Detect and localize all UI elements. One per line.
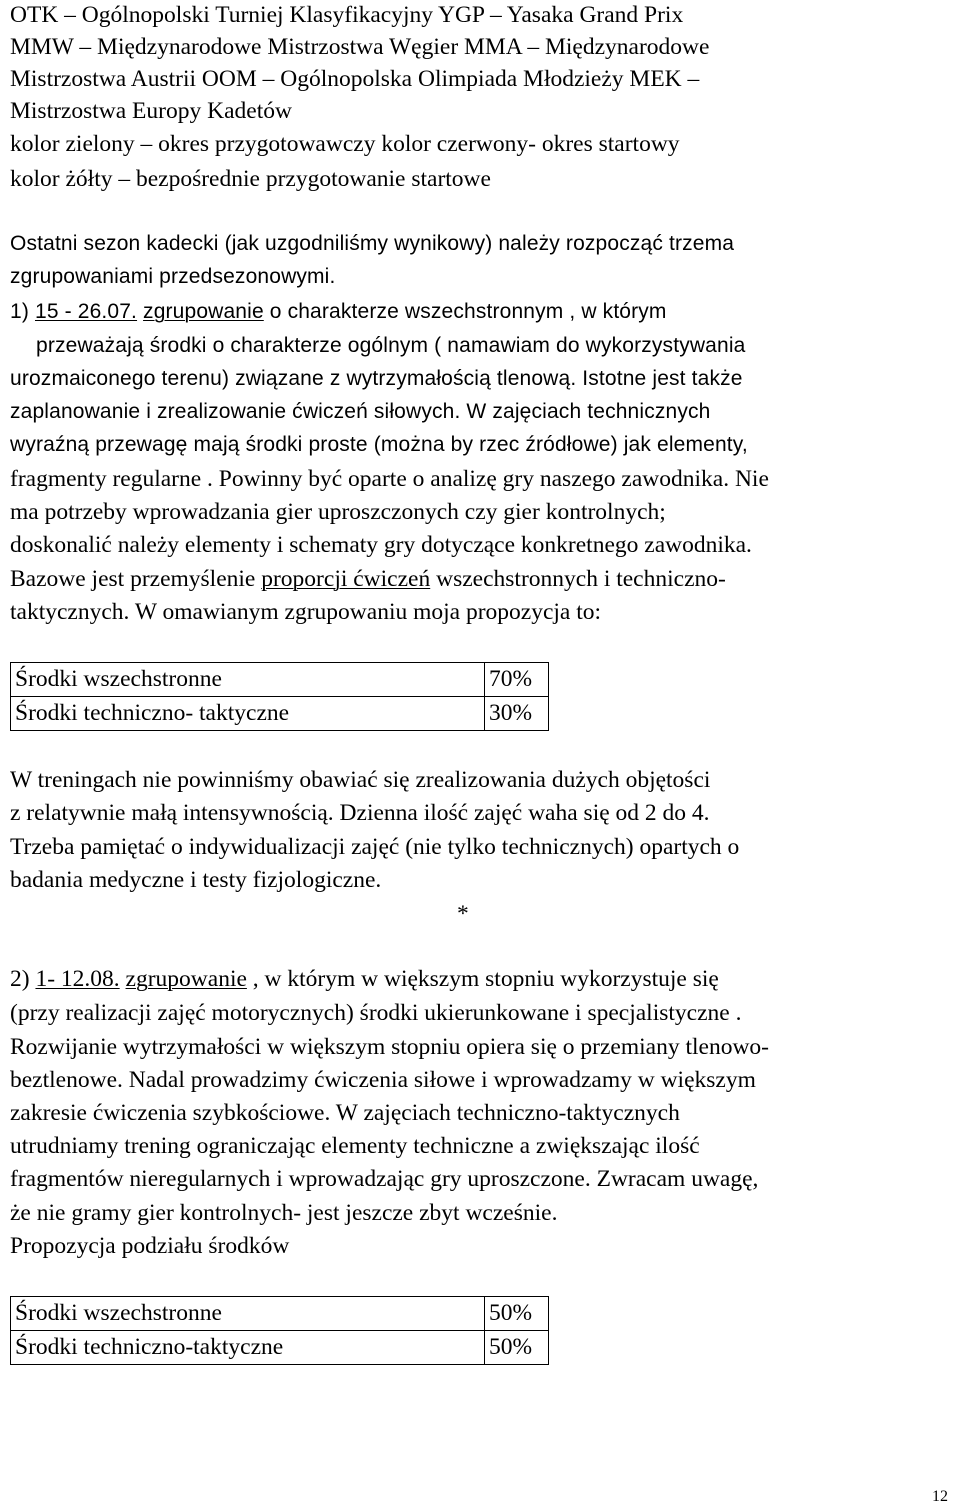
- legend-line: MMW – Międzynarodowe Mistrzostwa Węgier MMA – Międzynarodowe: [10, 34, 710, 60]
- table-cell-label: Środki techniczno-taktyczne: [11, 1331, 485, 1365]
- camp2-label: zgrupowanie: [125, 966, 247, 992]
- table-row: [11, 1297, 549, 1331]
- legend-line: OTK – Ogólnopolski Turniej Klasyfikacyjny YGP – Yasaka Grand Prix: [10, 2, 684, 28]
- legend-line: Mistrzostwa Austrii OOM – Ogólnopolska Olimpiada Młodzieży MEK –: [10, 66, 700, 92]
- camp1-line: urozmaiconego terenu) związane z wytrzymałością tlenową. Istotne jest także: [10, 367, 743, 390]
- camp2-proposal-heading: Propozycja podziału środków: [10, 1233, 290, 1259]
- camp1-line: doskonalić należy elementy i schematy gry dotyczące konkretnego zawodnika.: [10, 532, 752, 558]
- table-row: [11, 1331, 549, 1365]
- camp1-dates: 15 - 26.07.: [34, 300, 138, 323]
- table-cell-value: 70%: [485, 663, 549, 697]
- legend-color-line: kolor żółty – bezpośrednie przygotowanie startowe: [10, 166, 491, 192]
- camp1-line: wyraźną przewagę mają środki proste (można by rzec źródłowe) jak elementy,: [10, 433, 748, 456]
- camp2-line: utrudniamy trening ograniczając elementy techniczne a zwiększając ilość: [10, 1133, 700, 1159]
- table-row: [11, 697, 549, 731]
- camp2-line-rest: , w którym w większym stopniu wykorzystuje się: [246, 966, 719, 992]
- intro-line: Ostatni sezon kadecki (jak uzgodniliśmy wynikowy) należy rozpocząć trzema: [10, 232, 735, 255]
- camp1-shares-table: [10, 662, 549, 731]
- camp1-line: fragmenty regularne . Powinny być oparte o analizę gry naszego zawodnika. Nie: [10, 466, 769, 492]
- table-cell-label: Środki wszechstronne: [11, 1297, 485, 1331]
- camp2-line: beztlenowe. Nadal prowadzimy ćwiczenia siłowe i wprowadzamy w większym: [10, 1067, 756, 1093]
- camp1-label: zgrupowanie: [143, 300, 264, 323]
- table-cell-value: 50%: [485, 1331, 549, 1365]
- camp2-line: fragmentów nieregularnych i wprowadzając gry uproszczone. Zwracam uwagę,: [10, 1166, 759, 1192]
- camp1-line: przeważają środki o charakterze ogólnym ( namawiam do wykorzystywania: [36, 334, 746, 357]
- camp1-after-line: z relatywnie małą intensywnością. Dzienna ilość zajęć waha się od 2 do 4.: [10, 800, 710, 826]
- legend-color-line: kolor zielony – okres przygotowawczy kolor czerwony- okres startowy: [10, 131, 680, 157]
- camp1-heading: [10, 297, 667, 327]
- table-cell-value: 50%: [485, 1297, 549, 1331]
- camp1-line-part: wszechstronnych i techniczno-: [430, 566, 726, 592]
- table-cell-value: 30%: [485, 697, 549, 731]
- camp2-shares-table: [10, 1296, 549, 1365]
- camp2-line: zakresie ćwiczenia szybkościowe. W zajęciach techniczno-taktycznych: [10, 1100, 680, 1126]
- camp1-line: zaplanowanie i zrealizowanie ćwiczeń siłowych. W zajęciach technicznych: [10, 400, 711, 423]
- camp2-dates: 1- 12.08.: [35, 966, 120, 992]
- camp2-number: 2): [10, 966, 30, 992]
- camp1-line-rest: o charakterze wszechstronnym , w którym: [263, 300, 667, 323]
- camp1-underlined-phrase: proporcji ćwiczeń: [261, 566, 431, 592]
- camp2-heading: [10, 964, 719, 994]
- camp1-line-part: Bazowe jest przemyślenie: [10, 566, 262, 592]
- camp1-line: [10, 564, 726, 594]
- camp1-number: 1): [10, 300, 29, 323]
- table-cell-label: Środki wszechstronne: [11, 663, 485, 697]
- legend-line: Mistrzostwa Europy Kadetów: [10, 98, 292, 124]
- section-separator: *: [457, 901, 469, 927]
- intro-line: zgrupowaniami przedsezonowymi.: [10, 265, 336, 288]
- camp2-line: Rozwijanie wytrzymałości w większym stopniu opiera się o przemiany tlenowo-: [10, 1034, 769, 1060]
- page-number: 12: [932, 1488, 948, 1505]
- table-row: [11, 663, 549, 697]
- camp2-line: że nie gramy gier kontrolnych- jest jeszcze zbyt wcześnie.: [10, 1200, 558, 1226]
- table-cell-label: Środki techniczno- taktyczne: [11, 697, 485, 731]
- camp1-line: ma potrzeby wprowadzania gier uproszczonych czy gier kontrolnych;: [10, 499, 666, 525]
- camp1-after-line: badania medyczne i testy fizjologiczne.: [10, 867, 382, 893]
- camp1-after-line: Trzeba pamiętać o indywidualizacji zajęć (nie tylko technicznych) opartych o: [10, 834, 740, 860]
- camp1-after-line: W treningach nie powinniśmy obawiać się zrealizowania dużych objętości: [10, 767, 711, 793]
- camp2-line: (przy realizacji zajęć motorycznych) środki ukierunkowane i specjalistyczne .: [10, 1000, 742, 1026]
- camp1-line: taktycznych. W omawianym zgrupowaniu moja propozycja to:: [10, 599, 602, 625]
